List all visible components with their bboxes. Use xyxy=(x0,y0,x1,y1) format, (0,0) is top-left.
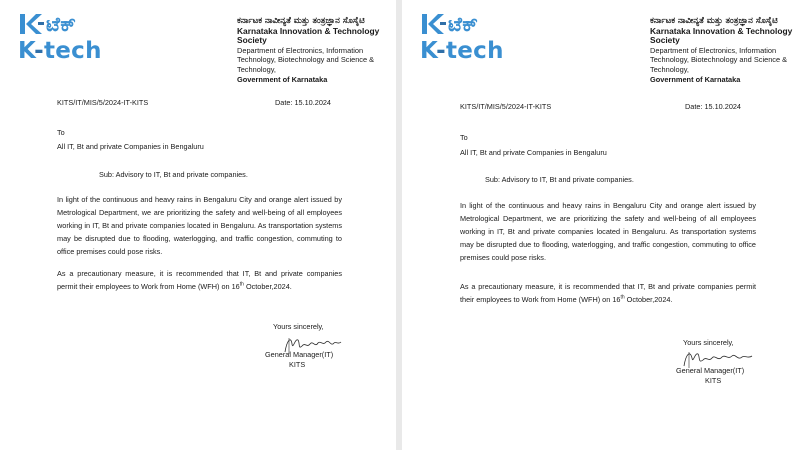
logo-english-text: K-tech xyxy=(18,38,102,64)
k-tech-logo-icon xyxy=(18,12,44,36)
logo-english-text: K-tech xyxy=(420,38,504,64)
org-kannada-name: ಕರ್ನಾಟಕ ನಾವೀನ್ಯತೆ ಮತ್ತು ತಂತ್ರಜ್ಞಾನ ಸೊಸೈಟಿ xyxy=(237,15,365,25)
logo-kannada-text: ಟೆಕ್ xyxy=(46,12,77,36)
subject-line: Sub: Advisory to IT, Bt and private companies. xyxy=(485,175,634,184)
k-tech-logo xyxy=(420,12,530,64)
para2-text: As a precautionary measure, it is recommended that IT, Bt and private companies permit their employees to Work from Home (WFH) on 16 xyxy=(460,282,756,304)
org-government: Government of Karnataka xyxy=(237,74,328,84)
signatory-org: KITS xyxy=(705,376,722,385)
logo-word: tech xyxy=(43,38,102,64)
recipient: All IT, Bt and private Companies in Bengaluru xyxy=(460,148,607,157)
logo-letter: K xyxy=(420,38,437,64)
to-label: To xyxy=(460,133,468,142)
letter-left xyxy=(0,0,396,450)
signatory-designation: General Manager(IT) xyxy=(676,366,745,375)
signatory-designation: General Manager(IT) xyxy=(265,350,334,359)
logo-word: tech xyxy=(445,38,504,64)
reference-number: KITS/IT/MIS/5/2024-IT-KITS xyxy=(460,102,552,111)
para2-superscript: th xyxy=(239,281,244,288)
letter-date: Date: 15.10.2024 xyxy=(685,102,741,111)
org-name: Karnataka Innovation & Technology Society xyxy=(237,25,380,46)
body-paragraph-2 xyxy=(57,267,342,293)
body-paragraph-1: In light of the continuous and heavy rains in Bengaluru City and orange alert issued by Metrological Department, we are prioritizing the safety and well-being of all employees working in IT, Bt and private companies located in Bengaluru. As transportation systems may be disrupted due to flooding, waterlogging, and traffic congestion, commuting to office premises could pose risks. xyxy=(460,201,756,262)
org-kannada-name: ಕರ್ನಾಟಕ ನಾವೀನ್ಯತೆ ಮತ್ತು ತಂತ್ರಜ್ಞಾನ ಸೊಸೈಟಿ xyxy=(650,15,778,25)
closing: Yours sincerely, xyxy=(273,322,324,331)
org-government: Government of Karnataka xyxy=(650,74,741,84)
body-paragraph-2 xyxy=(460,280,756,306)
logo-kannada-text: ಟೆಕ್ xyxy=(448,12,479,36)
para2-end: October,2024. xyxy=(243,282,292,291)
logo-letter: K xyxy=(18,38,35,64)
reference-number: KITS/IT/MIS/5/2024-IT-KITS xyxy=(57,98,149,107)
org-header xyxy=(237,16,387,84)
org-department: Department of Electronics, Information Technology, Biotechnology and Science & Technology, xyxy=(237,45,375,74)
to-label: To xyxy=(57,128,65,137)
org-name: Karnataka Innovation & Technology Society xyxy=(650,25,793,46)
para2-superscript: th xyxy=(620,294,625,301)
letter-right xyxy=(402,0,800,450)
body-paragraph-1: In light of the continuous and heavy rains in Bengaluru City and orange alert issued by Metrological Department, we are prioritizing the safety and well-being of all employees working in IT, Bt and private companies located in Bengaluru. As transportation systems may be disrupted due to flooding, waterlogging, and traffic congestion, commuting to office premises could pose risks. xyxy=(57,195,342,256)
org-department: Department of Electronics, Information Technology, Biotechnology and Science & Technology, xyxy=(650,45,788,74)
letter-date: Date: 15.10.2024 xyxy=(275,98,331,107)
para2-text: As a precautionary measure, it is recommended that IT, Bt and private companies permit their employees to Work from Home (WFH) on 16 xyxy=(57,269,342,291)
subject-line: Sub: Advisory to IT, Bt and private companies. xyxy=(99,170,248,179)
org-header xyxy=(650,16,798,84)
signatory-org: KITS xyxy=(289,360,306,369)
k-tech-logo xyxy=(18,12,128,64)
k-tech-logo-icon xyxy=(420,12,446,36)
para2-end: October,2024. xyxy=(624,295,673,304)
closing: Yours sincerely, xyxy=(683,338,734,347)
recipient: All IT, Bt and private Companies in Bengaluru xyxy=(57,142,204,151)
